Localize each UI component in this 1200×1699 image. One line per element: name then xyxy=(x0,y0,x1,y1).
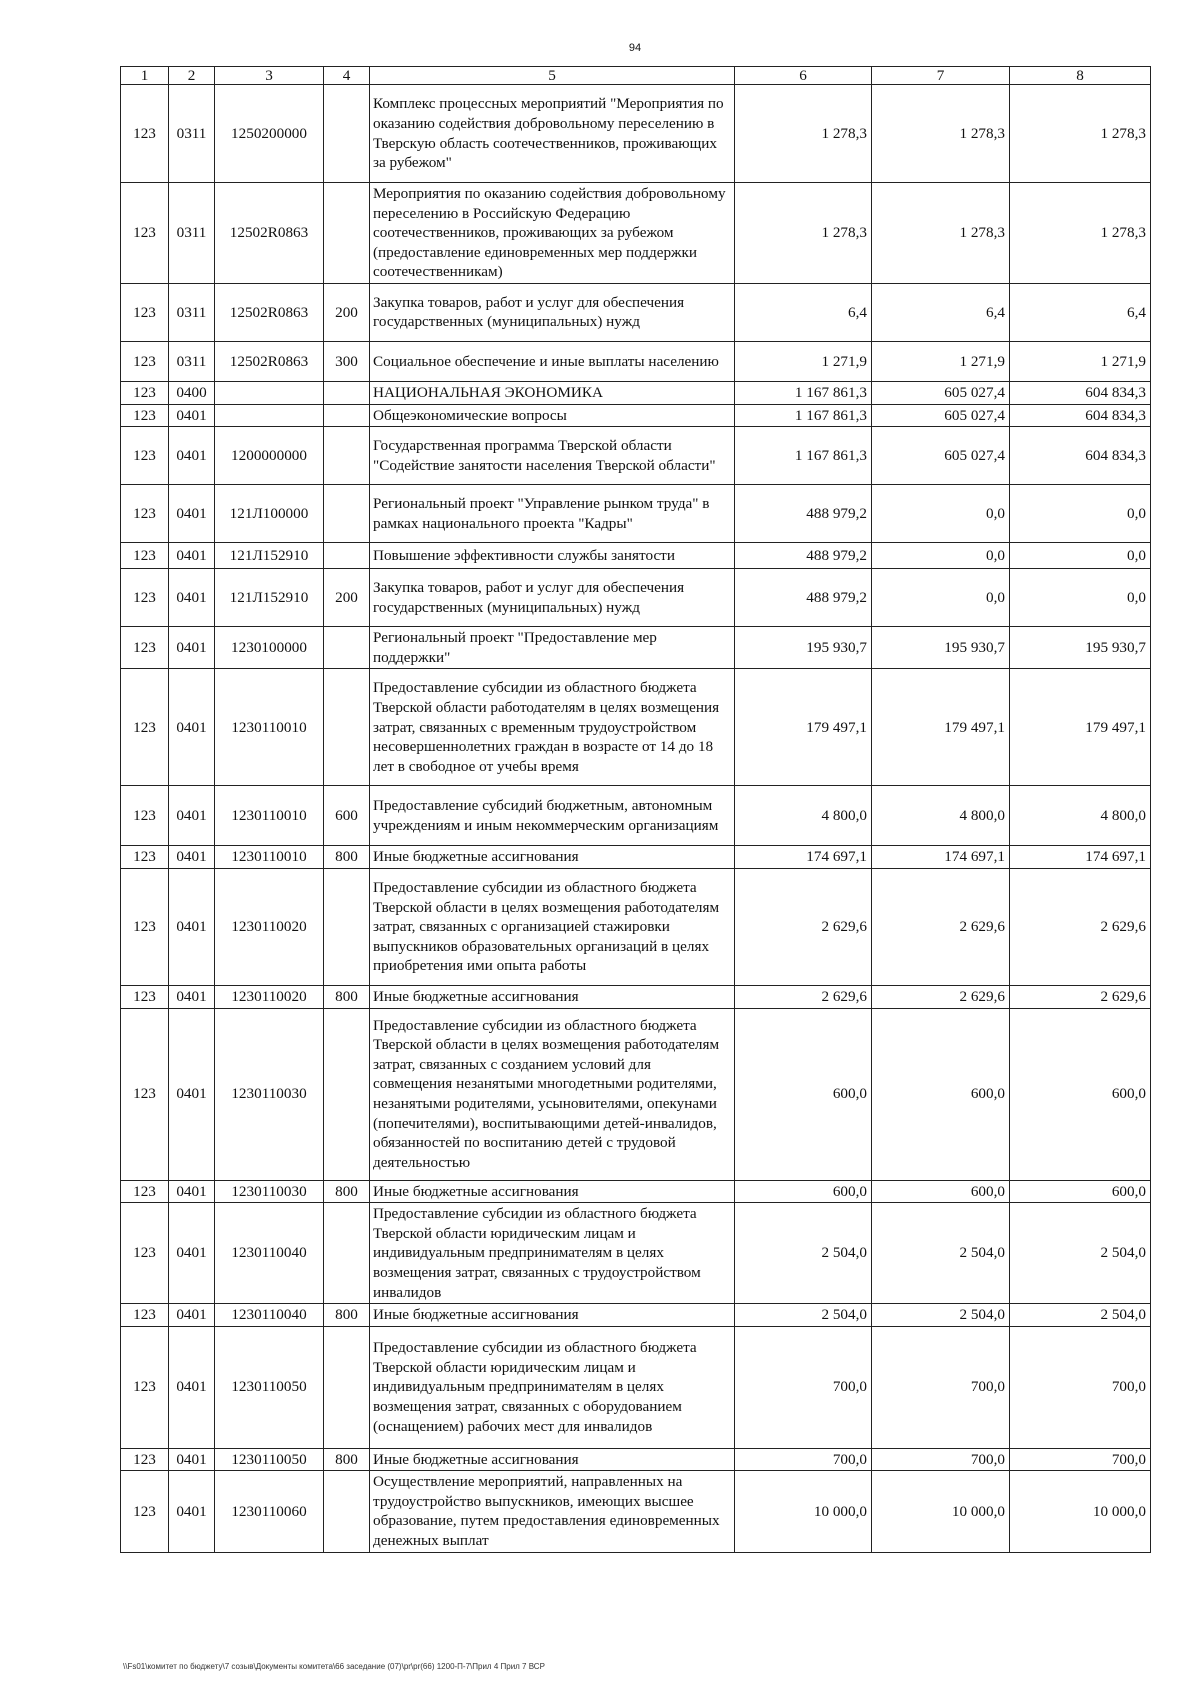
amount-2026-cell: 2 629,6 xyxy=(872,985,1010,1008)
amount-2027-cell: 1 271,9 xyxy=(1010,341,1151,381)
section-cell: 0311 xyxy=(169,283,215,341)
header-cell: 1 xyxy=(121,67,169,85)
target-article-cell: 1250200000 xyxy=(215,85,324,183)
table-row xyxy=(121,85,1151,183)
amount-2026-cell: 2 629,6 xyxy=(872,868,1010,985)
expense-type-cell xyxy=(324,427,370,485)
expense-type-cell xyxy=(324,404,370,427)
amount-2027-cell: 2 504,0 xyxy=(1010,1304,1151,1327)
amount-2025-cell: 1 167 861,3 xyxy=(735,381,872,404)
header-cell: 4 xyxy=(324,67,370,85)
description-cell: Предоставление субсидии из областного бюджета Тверской области в целях возмещения работодателям затрат, связанных с созданием условий для совмещения незанятыми многодетными родителями, незанятыми родителями, усыновителями, опекунами (попечителями), воспитывающими детей-инвалидов, обязанностей по воспитанию детей с трудовой деятельностью xyxy=(370,1008,735,1180)
amount-2025-cell: 2 629,6 xyxy=(735,985,872,1008)
target-article-cell: 12502R0863 xyxy=(215,341,324,381)
amount-2026-cell: 700,0 xyxy=(872,1448,1010,1471)
admin-code-cell: 123 xyxy=(121,786,169,846)
target-article-cell: 12502R0863 xyxy=(215,183,324,284)
amount-2025-cell: 1 167 861,3 xyxy=(735,427,872,485)
amount-2026-cell: 605 027,4 xyxy=(872,427,1010,485)
amount-2025-cell: 2 504,0 xyxy=(735,1203,872,1304)
amount-2026-cell: 174 697,1 xyxy=(872,846,1010,869)
table-row xyxy=(121,1180,1151,1203)
description-cell: Повышение эффективности службы занятости xyxy=(370,543,735,569)
section-cell: 0401 xyxy=(169,669,215,786)
section-cell: 0311 xyxy=(169,85,215,183)
amount-2027-cell: 700,0 xyxy=(1010,1326,1151,1448)
admin-code-cell: 123 xyxy=(121,485,169,543)
header-row xyxy=(121,67,1151,85)
expense-type-cell xyxy=(324,669,370,786)
expense-type-cell: 200 xyxy=(324,569,370,627)
section-cell: 0311 xyxy=(169,341,215,381)
target-article-cell xyxy=(215,381,324,404)
target-article-cell xyxy=(215,404,324,427)
section-cell: 0401 xyxy=(169,1326,215,1448)
amount-2026-cell: 1 278,3 xyxy=(872,85,1010,183)
table-row xyxy=(121,1304,1151,1327)
admin-code-cell: 123 xyxy=(121,381,169,404)
admin-code-cell: 123 xyxy=(121,569,169,627)
table-row xyxy=(121,1008,1151,1180)
amount-2026-cell: 195 930,7 xyxy=(872,627,1010,669)
admin-code-cell: 123 xyxy=(121,85,169,183)
amount-2025-cell: 1 278,3 xyxy=(735,183,872,284)
section-cell: 0401 xyxy=(169,1008,215,1180)
amount-2026-cell: 700,0 xyxy=(872,1326,1010,1448)
header-cell: 3 xyxy=(215,67,324,85)
amount-2027-cell: 1 278,3 xyxy=(1010,85,1151,183)
admin-code-cell: 123 xyxy=(121,427,169,485)
amount-2027-cell: 600,0 xyxy=(1010,1180,1151,1203)
table-row xyxy=(121,1326,1151,1448)
expense-type-cell xyxy=(324,1203,370,1304)
amount-2025-cell: 488 979,2 xyxy=(735,543,872,569)
amount-2025-cell: 488 979,2 xyxy=(735,485,872,543)
expense-type-cell xyxy=(324,1471,370,1552)
expense-type-cell xyxy=(324,1008,370,1180)
target-article-cell: 1230110060 xyxy=(215,1471,324,1552)
amount-2027-cell: 604 834,3 xyxy=(1010,404,1151,427)
amount-2027-cell: 6,4 xyxy=(1010,283,1151,341)
table-row xyxy=(121,485,1151,543)
amount-2027-cell: 2 629,6 xyxy=(1010,868,1151,985)
amount-2025-cell: 4 800,0 xyxy=(735,786,872,846)
description-cell: Предоставление субсидии из областного бюджета Тверской области юридическим лицам и индивидуальным предпринимателям в целях возмещения затрат, связанных с оборудованием (оснащением) рабочих мест для инвалидов xyxy=(370,1326,735,1448)
target-article-cell: 1230110040 xyxy=(215,1203,324,1304)
target-article-cell: 1230110020 xyxy=(215,868,324,985)
target-article-cell: 1230110040 xyxy=(215,1304,324,1327)
description-cell: Закупка товаров, работ и услуг для обеспечения государственных (муниципальных) нужд xyxy=(370,569,735,627)
amount-2025-cell: 195 930,7 xyxy=(735,627,872,669)
target-article-cell: 121Л152910 xyxy=(215,543,324,569)
admin-code-cell: 123 xyxy=(121,846,169,869)
section-cell: 0311 xyxy=(169,183,215,284)
table-row xyxy=(121,543,1151,569)
amount-2027-cell: 2 504,0 xyxy=(1010,1203,1151,1304)
amount-2027-cell: 0,0 xyxy=(1010,569,1151,627)
expense-type-cell xyxy=(324,183,370,284)
admin-code-cell: 123 xyxy=(121,669,169,786)
table-row xyxy=(121,786,1151,846)
expense-type-cell xyxy=(324,868,370,985)
table-row xyxy=(121,569,1151,627)
table-row xyxy=(121,1203,1151,1304)
section-cell: 0401 xyxy=(169,1448,215,1471)
amount-2025-cell: 700,0 xyxy=(735,1326,872,1448)
target-article-cell: 1230110050 xyxy=(215,1326,324,1448)
amount-2025-cell: 1 271,9 xyxy=(735,341,872,381)
admin-code-cell: 123 xyxy=(121,543,169,569)
target-article-cell: 1230110010 xyxy=(215,846,324,869)
table-row xyxy=(121,868,1151,985)
description-cell: Иные бюджетные ассигнования xyxy=(370,985,735,1008)
target-article-cell: 1200000000 xyxy=(215,427,324,485)
expense-type-cell: 800 xyxy=(324,985,370,1008)
table-row xyxy=(121,1448,1151,1471)
amount-2027-cell: 174 697,1 xyxy=(1010,846,1151,869)
admin-code-cell: 123 xyxy=(121,868,169,985)
description-cell: Общеэкономические вопросы xyxy=(370,404,735,427)
amount-2027-cell: 604 834,3 xyxy=(1010,381,1151,404)
amount-2026-cell: 600,0 xyxy=(872,1180,1010,1203)
amount-2025-cell: 600,0 xyxy=(735,1180,872,1203)
admin-code-cell: 123 xyxy=(121,1203,169,1304)
table-row xyxy=(121,341,1151,381)
header-cell: 6 xyxy=(735,67,872,85)
section-cell: 0401 xyxy=(169,569,215,627)
description-cell: Региональный проект "Управление рынком труда" в рамках национального проекта "Кадры" xyxy=(370,485,735,543)
table-row xyxy=(121,627,1151,669)
target-article-cell: 121Л152910 xyxy=(215,569,324,627)
admin-code-cell: 123 xyxy=(121,1304,169,1327)
description-cell: Предоставление субсидии из областного бюджета Тверской области в целях возмещения работодателям затрат, связанных с организацией стажировки выпускников образовательных организаций в целях приобретения ими опыта работы xyxy=(370,868,735,985)
amount-2025-cell: 1 167 861,3 xyxy=(735,404,872,427)
amount-2025-cell: 700,0 xyxy=(735,1448,872,1471)
amount-2026-cell: 0,0 xyxy=(872,543,1010,569)
target-article-cell: 12502R0863 xyxy=(215,283,324,341)
description-cell: Иные бюджетные ассигнования xyxy=(370,1448,735,1471)
section-cell: 0401 xyxy=(169,1203,215,1304)
section-cell: 0401 xyxy=(169,985,215,1008)
table-row xyxy=(121,427,1151,485)
section-cell: 0401 xyxy=(169,485,215,543)
amount-2027-cell: 700,0 xyxy=(1010,1448,1151,1471)
amount-2027-cell: 4 800,0 xyxy=(1010,786,1151,846)
description-cell: Иные бюджетные ассигнования xyxy=(370,1180,735,1203)
section-cell: 0401 xyxy=(169,786,215,846)
amount-2025-cell: 174 697,1 xyxy=(735,846,872,869)
description-cell: Предоставление субсидий бюджетным, автономным учреждениям и иным некоммерческим организациям xyxy=(370,786,735,846)
target-article-cell: 1230110020 xyxy=(215,985,324,1008)
expense-type-cell: 800 xyxy=(324,1304,370,1327)
table-row xyxy=(121,669,1151,786)
section-cell: 0401 xyxy=(169,1180,215,1203)
expense-type-cell xyxy=(324,485,370,543)
expense-type-cell xyxy=(324,85,370,183)
target-article-cell: 1230100000 xyxy=(215,627,324,669)
amount-2026-cell: 600,0 xyxy=(872,1008,1010,1180)
admin-code-cell: 123 xyxy=(121,1471,169,1552)
admin-code-cell: 123 xyxy=(121,183,169,284)
expense-type-cell: 200 xyxy=(324,283,370,341)
amount-2027-cell: 10 000,0 xyxy=(1010,1471,1151,1552)
description-cell: НАЦИОНАЛЬНАЯ ЭКОНОМИКА xyxy=(370,381,735,404)
target-article-cell: 1230110030 xyxy=(215,1008,324,1180)
section-cell: 0401 xyxy=(169,404,215,427)
table-row xyxy=(121,985,1151,1008)
description-cell: Мероприятия по оказанию содействия добровольному переселению в Российскую Федерацию соотечественников, проживающих за рубежом (предоставление единовременных мер поддержки соотечественникам) xyxy=(370,183,735,284)
amount-2027-cell: 195 930,7 xyxy=(1010,627,1151,669)
section-cell: 0401 xyxy=(169,543,215,569)
section-cell: 0401 xyxy=(169,427,215,485)
amount-2026-cell: 10 000,0 xyxy=(872,1471,1010,1552)
table-row xyxy=(121,183,1151,284)
expense-type-cell: 300 xyxy=(324,341,370,381)
expense-type-cell xyxy=(324,1326,370,1448)
description-cell: Предоставление субсидии из областного бюджета Тверской области работодателям в целях возмещения затрат, связанных с временным трудоустройством несовершеннолетних граждан в возрасте от 14 до 18 лет в свободное от учебы время xyxy=(370,669,735,786)
amount-2027-cell: 0,0 xyxy=(1010,485,1151,543)
expense-type-cell: 800 xyxy=(324,1448,370,1471)
admin-code-cell: 123 xyxy=(121,283,169,341)
table-row xyxy=(121,846,1151,869)
amount-2026-cell: 0,0 xyxy=(872,569,1010,627)
description-cell: Предоставление субсидии из областного бюджета Тверской области юридическим лицам и индивидуальным предпринимателям в целях возмещения затрат, связанных с трудоустройством инвалидов xyxy=(370,1203,735,1304)
section-cell: 0401 xyxy=(169,868,215,985)
table-row xyxy=(121,1471,1151,1552)
amount-2026-cell: 179 497,1 xyxy=(872,669,1010,786)
description-cell: Иные бюджетные ассигнования xyxy=(370,1304,735,1327)
target-article-cell: 1230110030 xyxy=(215,1180,324,1203)
file-path-footer: \\Fs01\комитет по бюджету\7 созыв\Документы комитета\66 заседание (07)\pr\pr(66) 1200-П-7\Прил 4 Прил 7 ВСР xyxy=(123,1662,545,1671)
table-row xyxy=(121,381,1151,404)
target-article-cell: 1230110010 xyxy=(215,786,324,846)
amount-2026-cell: 0,0 xyxy=(872,485,1010,543)
section-cell: 0401 xyxy=(169,1471,215,1552)
amount-2025-cell: 2 629,6 xyxy=(735,868,872,985)
description-cell: Региональный проект "Предоставление мер поддержки" xyxy=(370,627,735,669)
section-cell: 0400 xyxy=(169,381,215,404)
amount-2025-cell: 10 000,0 xyxy=(735,1471,872,1552)
amount-2027-cell: 1 278,3 xyxy=(1010,183,1151,284)
amount-2027-cell: 179 497,1 xyxy=(1010,669,1151,786)
section-cell: 0401 xyxy=(169,1304,215,1327)
table-row xyxy=(121,283,1151,341)
amount-2026-cell: 4 800,0 xyxy=(872,786,1010,846)
expense-type-cell xyxy=(324,627,370,669)
amount-2026-cell: 2 504,0 xyxy=(872,1304,1010,1327)
section-cell: 0401 xyxy=(169,627,215,669)
amount-2025-cell: 488 979,2 xyxy=(735,569,872,627)
admin-code-cell: 123 xyxy=(121,1326,169,1448)
amount-2025-cell: 6,4 xyxy=(735,283,872,341)
header-cell: 7 xyxy=(872,67,1010,85)
expense-type-cell xyxy=(324,381,370,404)
admin-code-cell: 123 xyxy=(121,404,169,427)
table-body xyxy=(121,85,1151,1553)
header-cell: 5 xyxy=(370,67,735,85)
expense-type-cell xyxy=(324,543,370,569)
amount-2027-cell: 2 629,6 xyxy=(1010,985,1151,1008)
description-cell: Комплекс процессных мероприятий "Мероприятия по оказанию содействия добровольному переселению в Тверскую область соотечественников, проживающих за рубежом" xyxy=(370,85,735,183)
admin-code-cell: 123 xyxy=(121,985,169,1008)
amount-2026-cell: 605 027,4 xyxy=(872,404,1010,427)
amount-2026-cell: 6,4 xyxy=(872,283,1010,341)
amount-2027-cell: 604 834,3 xyxy=(1010,427,1151,485)
amount-2025-cell: 179 497,1 xyxy=(735,669,872,786)
section-cell: 0401 xyxy=(169,846,215,869)
page-number: 94 xyxy=(628,42,642,54)
expense-type-cell: 600 xyxy=(324,786,370,846)
target-article-cell: 121Л100000 xyxy=(215,485,324,543)
amount-2025-cell: 2 504,0 xyxy=(735,1304,872,1327)
amount-2025-cell: 1 278,3 xyxy=(735,85,872,183)
amount-2027-cell: 600,0 xyxy=(1010,1008,1151,1180)
admin-code-cell: 123 xyxy=(121,627,169,669)
description-cell: Государственная программа Тверской области "Содействие занятости населения Тверской области" xyxy=(370,427,735,485)
amount-2025-cell: 600,0 xyxy=(735,1008,872,1180)
amount-2026-cell: 605 027,4 xyxy=(872,381,1010,404)
amount-2026-cell: 2 504,0 xyxy=(872,1203,1010,1304)
amount-2027-cell: 0,0 xyxy=(1010,543,1151,569)
admin-code-cell: 123 xyxy=(121,1448,169,1471)
amount-2026-cell: 1 271,9 xyxy=(872,341,1010,381)
budget-table xyxy=(120,66,1151,1553)
description-cell: Осуществление мероприятий, направленных на трудоустройство выпускников, имеющих высшее образование, путем предоставления единовременных денежных выплат xyxy=(370,1471,735,1552)
target-article-cell: 1230110010 xyxy=(215,669,324,786)
description-cell: Иные бюджетные ассигнования xyxy=(370,846,735,869)
target-article-cell: 1230110050 xyxy=(215,1448,324,1471)
table-row xyxy=(121,404,1151,427)
admin-code-cell: 123 xyxy=(121,341,169,381)
description-cell: Закупка товаров, работ и услуг для обеспечения государственных (муниципальных) нужд xyxy=(370,283,735,341)
admin-code-cell: 123 xyxy=(121,1008,169,1180)
expense-type-cell: 800 xyxy=(324,1180,370,1203)
header-cell: 8 xyxy=(1010,67,1151,85)
amount-2026-cell: 1 278,3 xyxy=(872,183,1010,284)
admin-code-cell: 123 xyxy=(121,1180,169,1203)
expense-type-cell: 800 xyxy=(324,846,370,869)
description-cell: Социальное обеспечение и иные выплаты населению xyxy=(370,341,735,381)
header-cell: 2 xyxy=(169,67,215,85)
